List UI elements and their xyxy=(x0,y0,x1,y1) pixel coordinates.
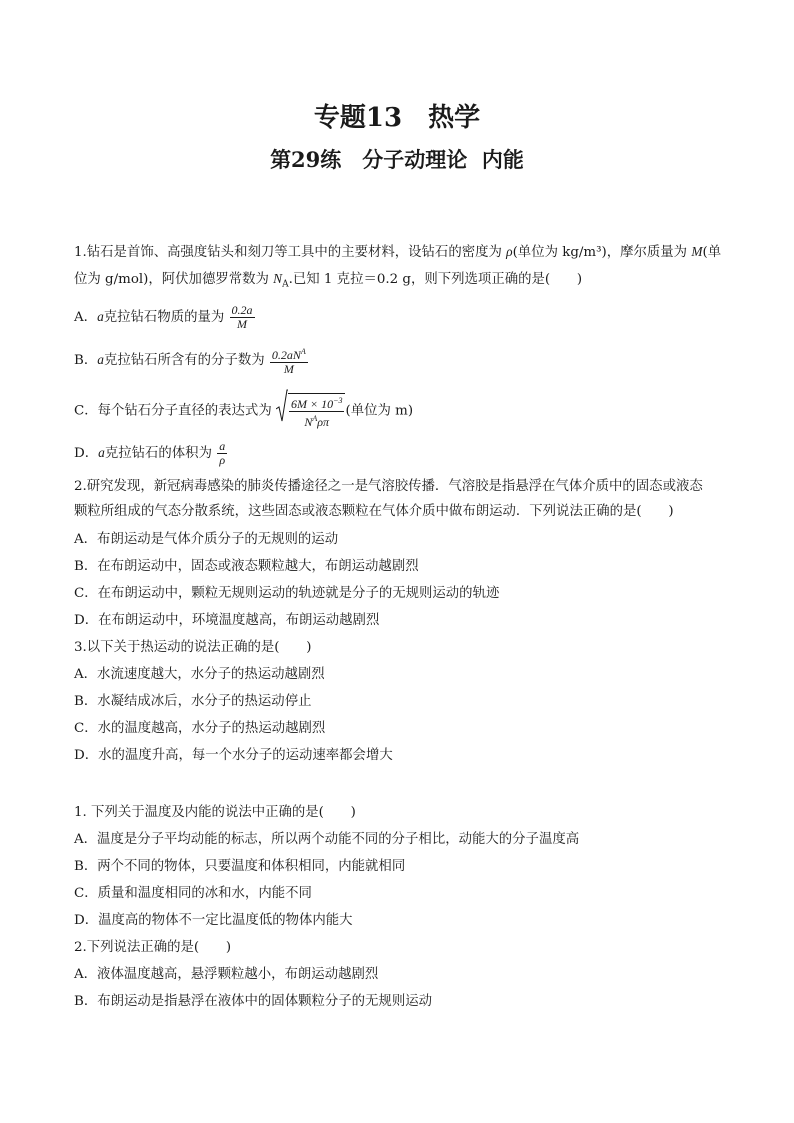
q3-option-c: C．水的温度越高，水分子的热运动越剧烈 xyxy=(74,721,326,736)
q4-stem: 1. 下列关于温度及内能的说法中正确的是( ) xyxy=(74,805,356,820)
q3-option-a: A．水流速度越大，水分子的热运动越剧烈 xyxy=(74,667,325,682)
q2-option-c: C．在布朗运动中，颗粒无规则运动的轨迹就是分子的无规则运动的轨迹 xyxy=(74,586,500,601)
q2-stem-line1: 2.研究发现，新冠病毒感染的肺炎传播途径之一是气溶胶传播．气溶胶是指悬浮在气体介质中的固态或液态 xyxy=(74,479,703,494)
q3-option-b: B．水凝结成冰后，水分子的热运动停止 xyxy=(74,694,312,709)
fraction: $\frac{0.2aN^A}{M}$ xyxy=(271,347,306,376)
q2-option-d: D．在布朗运动中，环境温度越高，布朗运动越剧烈 xyxy=(74,613,380,628)
fraction: $\frac{6M \times 10^{-3}}{N^A\rho\pi}$ xyxy=(290,396,343,429)
q1-option-d: D．a克拉钻石的体积为 $\frac{a}{\rho}$ xyxy=(74,439,226,467)
q3-option-d: D．水的温度升高，每一个水分子的运动速率都会增大 xyxy=(74,748,393,763)
q2-option-b: B．在布朗运动中，固态或液态颗粒越大，布朗运动越剧烈 xyxy=(74,559,419,574)
page-subtitle: 第29练 分子动理论 内能 xyxy=(270,147,524,172)
fraction: $\frac{0.2a}{M}$ xyxy=(231,303,253,331)
q1-option-a: A．a克拉钻石物质的量为 $\frac{0.2a}{M}$ xyxy=(74,303,253,331)
q2-stem-line2: 颗粒所组成的气态分散系统，这些固态或液态颗粒在气体介质中做布朗运动．下列说法正确的是( ) xyxy=(74,504,674,519)
q1-option-c: C．每个钻石分子直径的表达式为 $\frac{6M \times 10^{-3}}{N^A\rho\pi}$ (单位为 m) xyxy=(74,393,413,417)
q5-option-b: B．布朗运动是指悬浮在液体中的固体颗粒分子的无规则运动 xyxy=(74,994,432,1009)
square-root xyxy=(276,393,346,429)
q2-option-a: A．布朗运动是气体介质分子的无规则的运动 xyxy=(74,532,339,547)
q1-option-b: B．a克拉钻石所含有的分子数为 $\frac{0.2aN^A}{M}$ xyxy=(74,347,306,376)
q4-option-d: D．温度高的物体不一定比温度低的物体内能大 xyxy=(74,913,353,928)
q4-option-b: B．两个不同的物体，只要温度和体积相同，内能就相同 xyxy=(74,859,406,874)
radical-sign-icon xyxy=(276,389,288,423)
q1-stem-line2: 位为 g/mol)，阿伏加德罗常数为 $N_A$.已知 1 克拉＝0.2 g，则下列选项正确的是( ) xyxy=(74,271,583,290)
q1-stem-line1: 1.钻石是首饰、高强度钻头和刻刀等工具中的主要材料，设钻石的密度为 ρ(单位为 kg/m³)，摩尔质量为 M(单 xyxy=(74,244,722,260)
fraction: $\frac{a}{\rho}$ xyxy=(219,439,226,467)
page-title: 专题13 热学 xyxy=(313,103,481,133)
q4-option-a: A．温度是分子平均动能的标志，所以两个动能不同的分子相比，动能大的分子温度高 xyxy=(74,832,580,847)
q3-stem: 3.以下关于热运动的说法正确的是( ) xyxy=(74,640,312,655)
q4-option-c: C．质量和温度相同的冰和水，内能不同 xyxy=(74,886,312,901)
q5-option-a: A．液体温度越高，悬浮颗粒越小，布朗运动越剧烈 xyxy=(74,967,379,982)
q5-stem: 2.下列说法正确的是( ) xyxy=(74,940,232,955)
